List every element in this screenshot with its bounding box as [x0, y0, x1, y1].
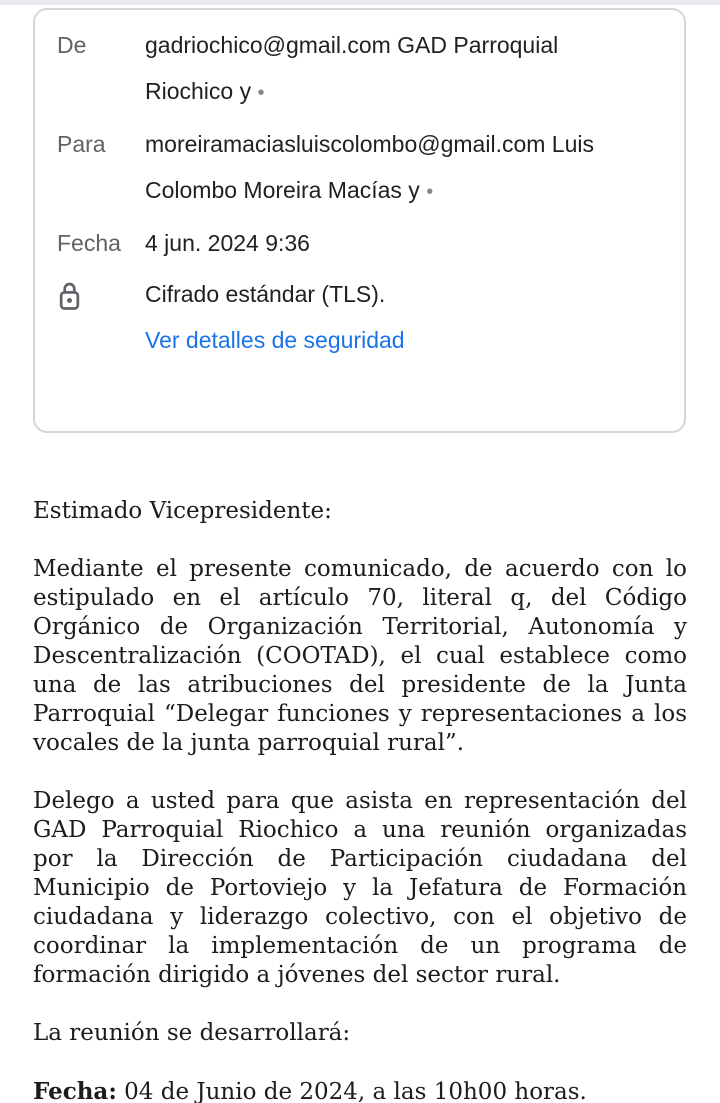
to-value: [145, 121, 625, 215]
date-row: [57, 220, 664, 266]
from-value-text: gadriochico@gmail.com GAD Parroquial Riochico y: [145, 32, 559, 104]
greeting-line: Estimado Vicepresidente:: [33, 498, 332, 524]
encryption-status: Cifrado estándar (TLS).: [145, 281, 386, 307]
top-strip: [0, 0, 720, 5]
to-row: [57, 121, 664, 215]
body-paragraph-1: Mediante el presente comunicado, de acuerdo con lo estipulado en el artículo 70, literal q, del Código Orgánico de Organización Territorial, Autonomía y Descentralización (COOTAD), el cual establece como una de las atribuciones del presidente de la Junta Parroquial “Delegar funciones y representaciones a los vocales de la junta parroquial rural”.: [33, 556, 687, 756]
from-expand-dot[interactable]: •: [257, 82, 265, 104]
body-paragraph-2: Delego a usted para que asista en representación del GAD Parroquial Riochico a una reunión organizadas por la Dirección de Participación ciudadana del Municipio de Portoviejo y la Jefatura de Formación ciudadana y liderazgo colectivo, con el objetivo de coordinar la implementación de un programa de formación dirigido a jóvenes del sector rural.: [33, 788, 687, 988]
email-body: [33, 497, 687, 1103]
security-row: [57, 271, 664, 363]
meeting-intro-line: La reunión se desarrollará:: [33, 1020, 351, 1046]
security-details-link[interactable]: Ver detalles de seguridad: [145, 327, 405, 353]
security-info: [145, 271, 405, 363]
date-label: Fecha: [57, 230, 121, 256]
to-value-text: moreiramaciasluiscolombo@gmail.com Luis Colombo Moreira Macías y: [145, 131, 594, 203]
meeting-date-line: [33, 1077, 687, 1103]
from-row: [57, 22, 664, 116]
from-label: De: [57, 32, 87, 58]
meeting-date-label: Fecha:: [33, 1078, 117, 1103]
from-value: [145, 22, 625, 116]
to-expand-dot[interactable]: •: [426, 181, 434, 203]
meeting-date-value: 04 de Junio de 2024, a las 10h00 horas.: [116, 1079, 587, 1103]
lock-icon: [57, 271, 145, 330]
to-label: Para: [57, 131, 106, 157]
date-value: 4 jun. 2024 9:36: [145, 230, 310, 256]
email-details-card: [33, 8, 686, 433]
